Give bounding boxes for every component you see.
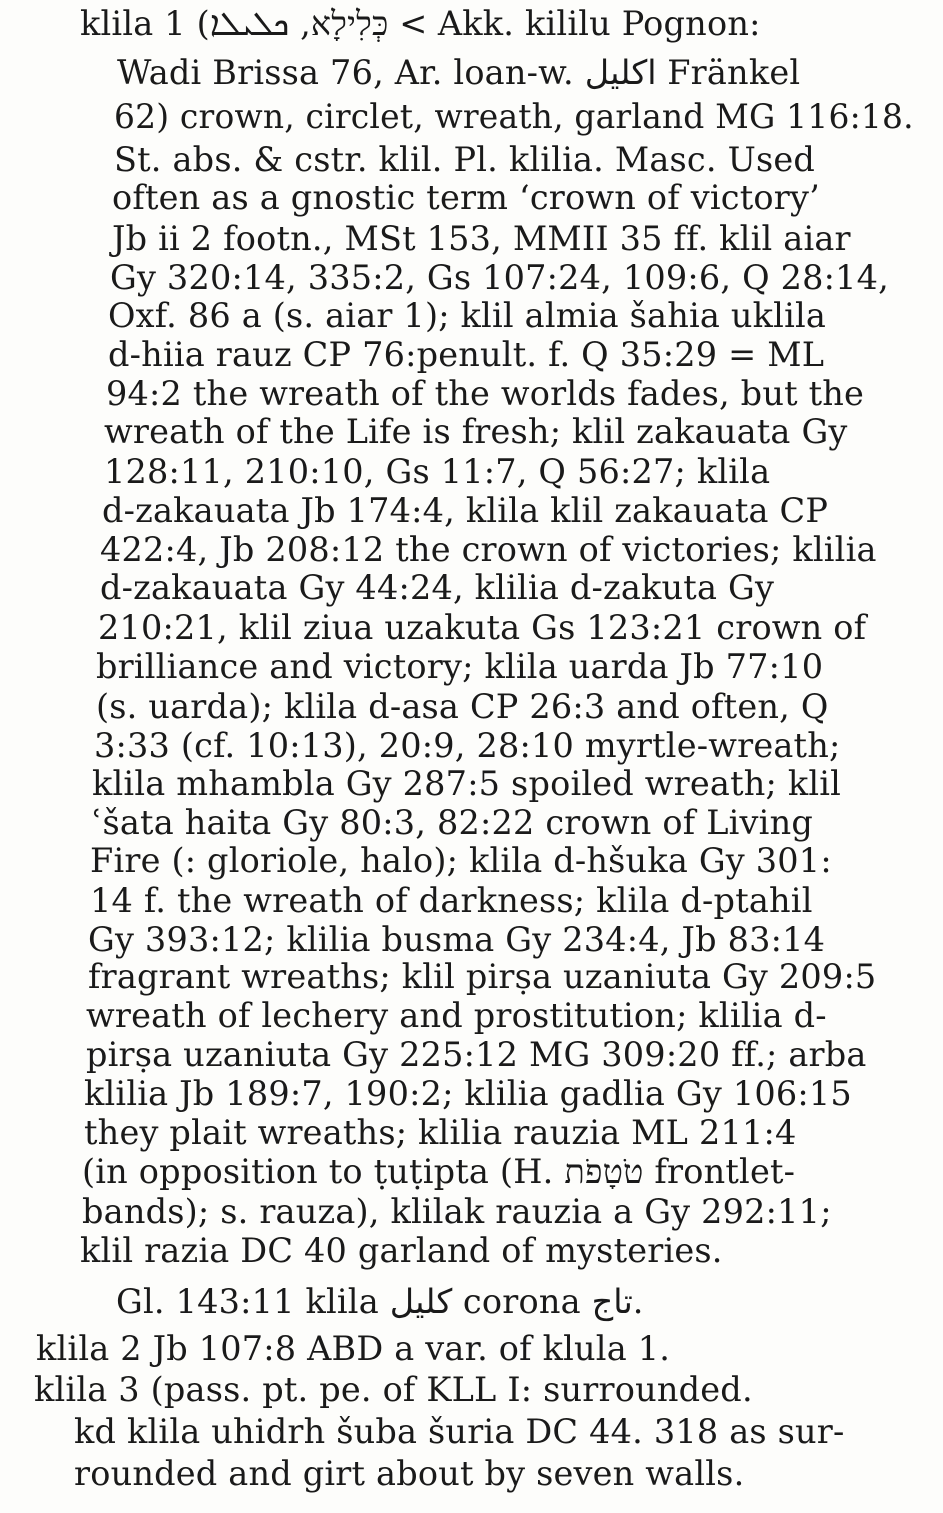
- entry-line: klila 3 (pass. pt. pe. of KLL I: surrounded.: [34, 1370, 753, 1409]
- entry-line: wreath of the Life is fresh; klil zakauata Gy: [104, 412, 848, 451]
- entry-line: often as a gnostic term ‘crown of victory’: [112, 178, 820, 217]
- entry-line: Gy 393:12; klilia busma Gy 234:4, Jb 83:14: [88, 920, 826, 959]
- entry-line: Jb ii 2 footn., MSt 153, MMII 35 ff. klil aiar: [112, 219, 851, 258]
- entry-line: Fire (: gloriole, halo); klila d-hšuka Gy 301:: [90, 841, 832, 880]
- entry-line: fragrant wreaths; klil pirṣa uzaniuta Gy 209:5: [88, 957, 877, 996]
- entry-line: 3:33 (cf. 10:13), 20:9, 28:10 myrtle-wreath;: [94, 726, 841, 765]
- entry-line: kd klila uhidrh šuba šuria DC 44. 318 as sur-: [74, 1412, 845, 1451]
- entry-line: (in opposition to ṭuṭipta (H. טֹטָפֹת frontlet-: [82, 1152, 796, 1191]
- entry-line: Oxf. 86 a (s. aiar 1); klil almia šahia uklila: [108, 296, 827, 335]
- entry-line: d-zakauata Jb 174:4, klila klil zakauata CP: [102, 491, 829, 530]
- entry-line: 14 f. the wreath of darkness; klila d-ptahil: [90, 881, 813, 920]
- entry-line: d-hiia rauz CP 76:penult. f. Q 35:29 = ML: [108, 335, 825, 374]
- entry-line: rounded and girt about by seven walls.: [74, 1454, 745, 1493]
- entry-line: St. abs. & cstr. klil. Pl. klilia. Masc. Used: [114, 140, 816, 179]
- entry-line: 210:21, klil ziua uzakuta Gs 123:21 crown of: [98, 608, 867, 647]
- entry-line: klilia Jb 189:7, 190:2; klilia gadlia Gy 106:15: [84, 1074, 852, 1113]
- entry-line: Gy 320:14, 335:2, Gs 107:24, 109:6, Q 28:14,: [110, 258, 890, 297]
- entry-line: 94:2 the wreath of the worlds fades, but the: [106, 374, 865, 413]
- entry-line: 62) crown, circlet, wreath, garland MG 116:18.: [114, 97, 914, 136]
- entry-line: brilliance and victory; klila uarda Jb 77:10: [96, 647, 824, 686]
- entry-line: Gl. 143:11 klila كليل corona تاج.: [116, 1282, 644, 1321]
- entry-line: ʿšata haita Gy 80:3, 82:22 crown of Living: [92, 803, 814, 842]
- entry-line: Wadi Brissa 76, Ar. loan-w. اكليل Fränkel: [117, 53, 801, 92]
- entry-line: klila 1 (כְּלִילָא, ܟܠܝܠܐ < Akk. kililu Pognon:: [80, 4, 761, 43]
- entry-line: klila 2 Jb 107:8 ABD a var. of klula 1.: [36, 1329, 671, 1368]
- entry-line: d-zakauata Gy 44:24, klilia d-zakuta Gy: [100, 568, 775, 607]
- entry-line: bands); s. rauza), klilak rauzia a Gy 292:11;: [82, 1192, 832, 1231]
- entry-line: klila mhambla Gy 287:5 spoiled wreath; klil: [92, 764, 842, 803]
- entry-line: they plait wreaths; klilia rauzia ML 211:4: [84, 1113, 797, 1152]
- entry-line: wreath of lechery and prostitution; klilia d-: [86, 996, 827, 1035]
- entry-line: 422:4, Jb 208:12 the crown of victories; klilia: [100, 530, 877, 569]
- entry-line: (s. uarda); klila d-asa CP 26:3 and often, Q: [96, 687, 829, 726]
- entry-line: pirṣa uzaniuta Gy 225:12 MG 309:20 ff.; arba: [86, 1035, 867, 1074]
- entry-line: 128:11, 210:10, Gs 11:7, Q 56:27; klila: [104, 452, 771, 491]
- entry-line: klil razia DC 40 garland of mysteries.: [80, 1231, 723, 1270]
